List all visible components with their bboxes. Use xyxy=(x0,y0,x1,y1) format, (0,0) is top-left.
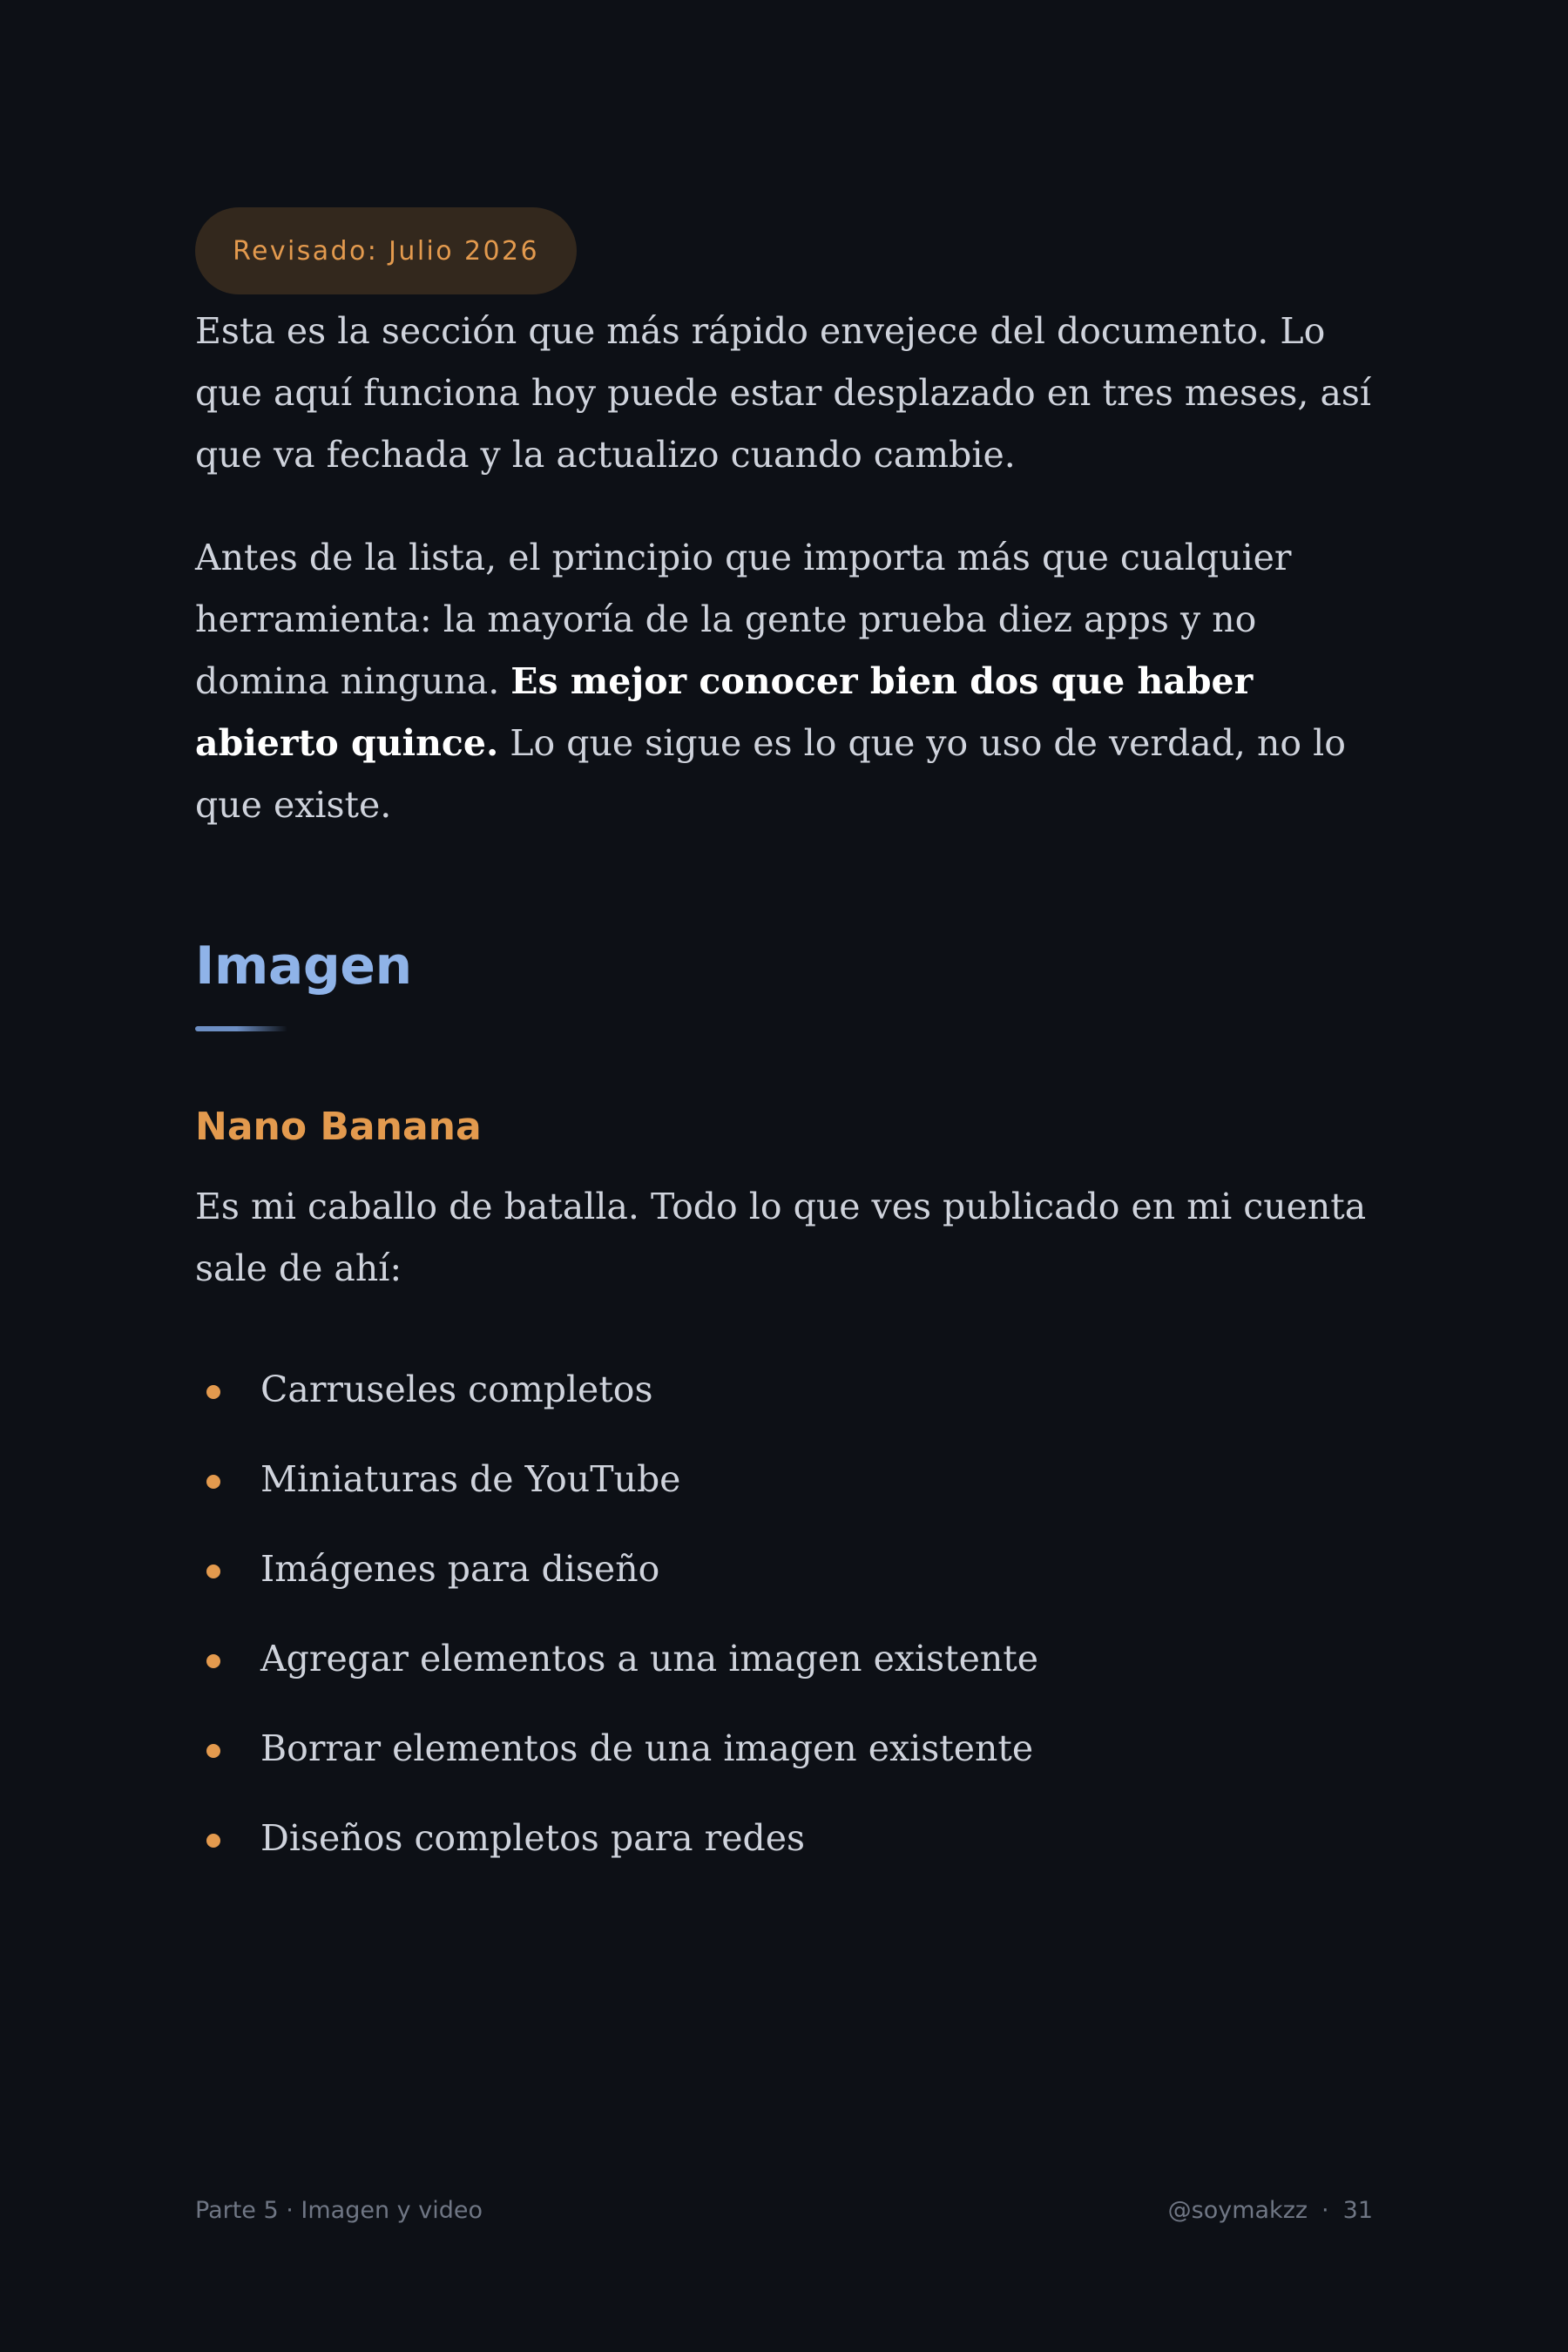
intro-paragraph-2 xyxy=(195,527,1380,836)
bullet-dot-icon xyxy=(206,1744,220,1758)
list-item-text: Carruseles completos xyxy=(260,1369,653,1410)
intro-paragraph-2-tail: Lo que sigue es lo que yo uso de verdad, no lo que existe. xyxy=(195,722,1346,826)
list-item xyxy=(195,1808,1380,1897)
subsection-description: Es mi caballo de batalla. Todo lo que ves publicado en mi cuenta sale de ahí: xyxy=(195,1186,1367,1289)
footer-section-label: Parte 5 · Imagen y video xyxy=(195,2197,483,2224)
bullet-dot-icon xyxy=(206,1475,220,1489)
bullet-dot-icon xyxy=(206,1565,220,1578)
revision-badge xyxy=(195,207,577,294)
footer-meta xyxy=(1168,2193,1373,2228)
intro-paragraph-2-emphasis: Es mejor conocer bien dos que haber abierto quince. xyxy=(195,660,1254,764)
list-item-text: Diseños completos para redes xyxy=(260,1817,806,1859)
page-number: 31 xyxy=(1342,2197,1373,2224)
section-heading: Imagen xyxy=(195,936,412,997)
footer-handle: @soymakzz xyxy=(1167,2197,1308,2224)
list-item-text: Borrar elementos de una imagen existente xyxy=(260,1727,1034,1769)
bullet-dot-icon xyxy=(206,1834,220,1848)
revision-badge-label: Revisado: Julio 2026 xyxy=(233,235,539,267)
footer-separator: · xyxy=(1321,2197,1329,2224)
bullet-dot-icon xyxy=(206,1654,220,1668)
intro-paragraph-1: Esta es la sección que más rápido envejece del documento. Lo que aquí funciona hoy puede estar desplazado en tres meses, así que va fechada y la actualizo cuando cambie. xyxy=(195,310,1372,476)
use-case-list xyxy=(195,1359,1380,1897)
list-item xyxy=(195,1538,1380,1628)
list-item-text: Imágenes para diseño xyxy=(260,1548,660,1590)
list-item xyxy=(195,1449,1380,1538)
subsection-heading: Nano Banana xyxy=(195,1105,482,1149)
bullet-dot-icon xyxy=(206,1385,220,1399)
list-item-text: Agregar elementos a una imagen existente xyxy=(260,1638,1039,1680)
section-heading-underline xyxy=(195,1026,287,1031)
list-item-text: Miniaturas de YouTube xyxy=(260,1458,681,1500)
list-item xyxy=(195,1718,1380,1808)
list-item xyxy=(195,1359,1380,1449)
intro-paragraph-2-lead: Antes de la lista, el principio que importa más que cualquier herramienta: la mayoría de la gente prueba diez apps y no domina ninguna. xyxy=(195,537,1292,702)
list-item xyxy=(195,1628,1380,1718)
